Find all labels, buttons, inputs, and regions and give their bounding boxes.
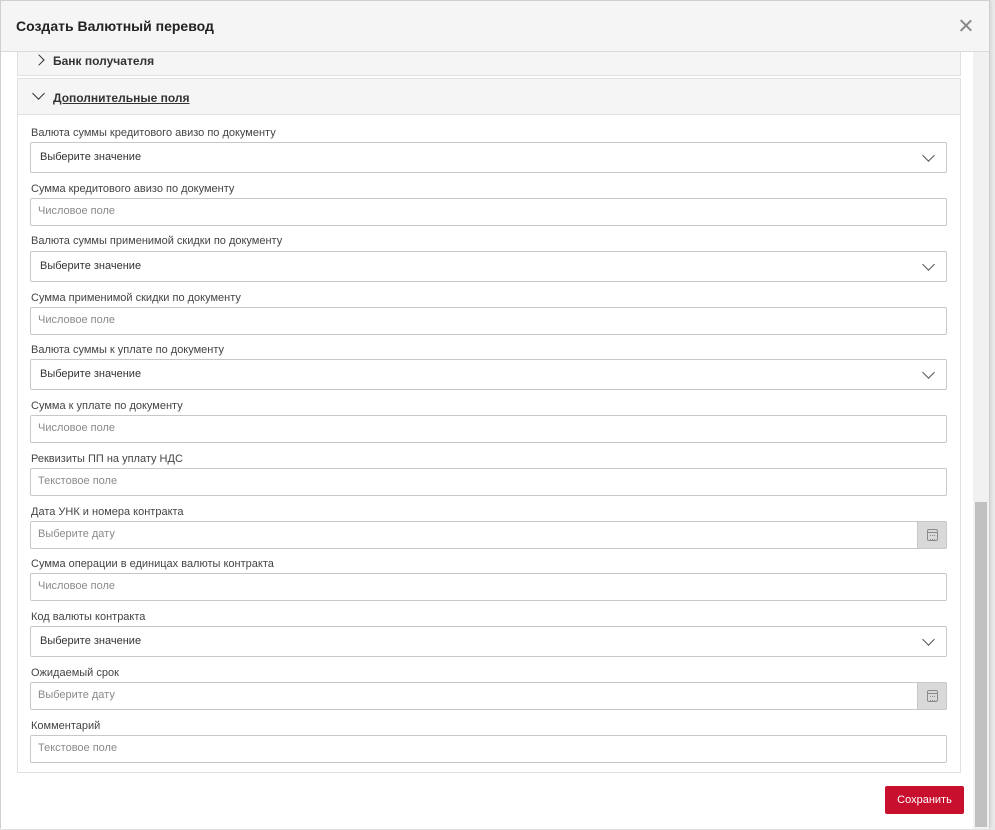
number-input[interactable] [30, 415, 947, 443]
input-placeholder: Числовое поле [38, 314, 116, 326]
calendar-button[interactable] [917, 682, 947, 710]
section-beneficiary-bank[interactable] [17, 52, 961, 76]
input-placeholder: Числовое поле [38, 580, 116, 592]
input-placeholder: Числовое поле [38, 422, 116, 434]
number-input[interactable] [30, 573, 947, 601]
field-label: Сумма операции в единицах валюты контракта [31, 558, 274, 570]
date-input[interactable] [30, 521, 947, 549]
select-value: Выберите значение [40, 635, 142, 647]
section-additional-fields-label: Дополнительные поля [53, 91, 190, 105]
field-label: Валюта суммы применимой скидки по документу [31, 235, 283, 247]
save-button[interactable]: Сохранить [885, 786, 964, 814]
modal-header [1, 1, 989, 52]
field-label: Реквизиты ПП на уплату НДС [31, 453, 183, 465]
select-dropdown[interactable] [30, 251, 947, 282]
date-input[interactable] [30, 682, 947, 710]
field-label: Сумма к уплате по документу [31, 400, 183, 412]
section-beneficiary-bank-label: Банк получателя [53, 54, 155, 68]
scrollbar-thumb[interactable] [975, 502, 987, 827]
text-input[interactable] [30, 735, 947, 763]
section-additional-fields[interactable] [17, 78, 961, 115]
chevron-down-icon [922, 149, 935, 162]
select-dropdown[interactable] [30, 626, 947, 657]
calendar-button[interactable] [917, 521, 947, 549]
calendar-icon [927, 529, 938, 541]
field-label: Ожидаемый срок [31, 667, 119, 679]
select-dropdown[interactable] [30, 142, 947, 173]
field-label: Сумма кредитового авизо по документу [31, 183, 235, 195]
input-placeholder: Выберите дату [38, 528, 115, 540]
calendar-icon [927, 690, 938, 702]
modal-footer [1, 773, 973, 829]
select-dropdown[interactable] [30, 359, 947, 390]
chevron-down-icon [922, 366, 935, 379]
select-value: Выберите значение [40, 368, 142, 380]
field-label: Дата УНК и номера контракта [31, 506, 184, 518]
input-placeholder: Числовое поле [38, 205, 116, 217]
chevron-down-icon [32, 87, 45, 100]
modal-body[interactable] [1, 52, 989, 773]
number-input[interactable] [30, 307, 947, 335]
input-placeholder: Текстовое поле [38, 475, 118, 487]
modal-title: Создать Валютный перевод [16, 18, 214, 34]
input-placeholder: Текстовое поле [38, 742, 118, 754]
chevron-down-icon [922, 258, 935, 271]
select-value: Выберите значение [40, 260, 142, 272]
chevron-right-icon [33, 54, 44, 65]
scrollbar[interactable] [973, 52, 989, 829]
chevron-down-icon [922, 633, 935, 646]
close-icon[interactable] [956, 16, 976, 36]
field-label: Валюта суммы к уплате по документу [31, 344, 225, 356]
field-label: Валюта суммы кредитового авизо по документу [31, 127, 276, 139]
text-input[interactable] [30, 468, 947, 496]
select-value: Выберите значение [40, 151, 142, 163]
number-input[interactable] [30, 198, 947, 226]
field-label: Комментарий [31, 720, 101, 732]
field-label: Сумма применимой скидки по документу [31, 292, 241, 304]
input-placeholder: Выберите дату [38, 689, 115, 701]
field-label: Код валюты контракта [31, 611, 146, 623]
